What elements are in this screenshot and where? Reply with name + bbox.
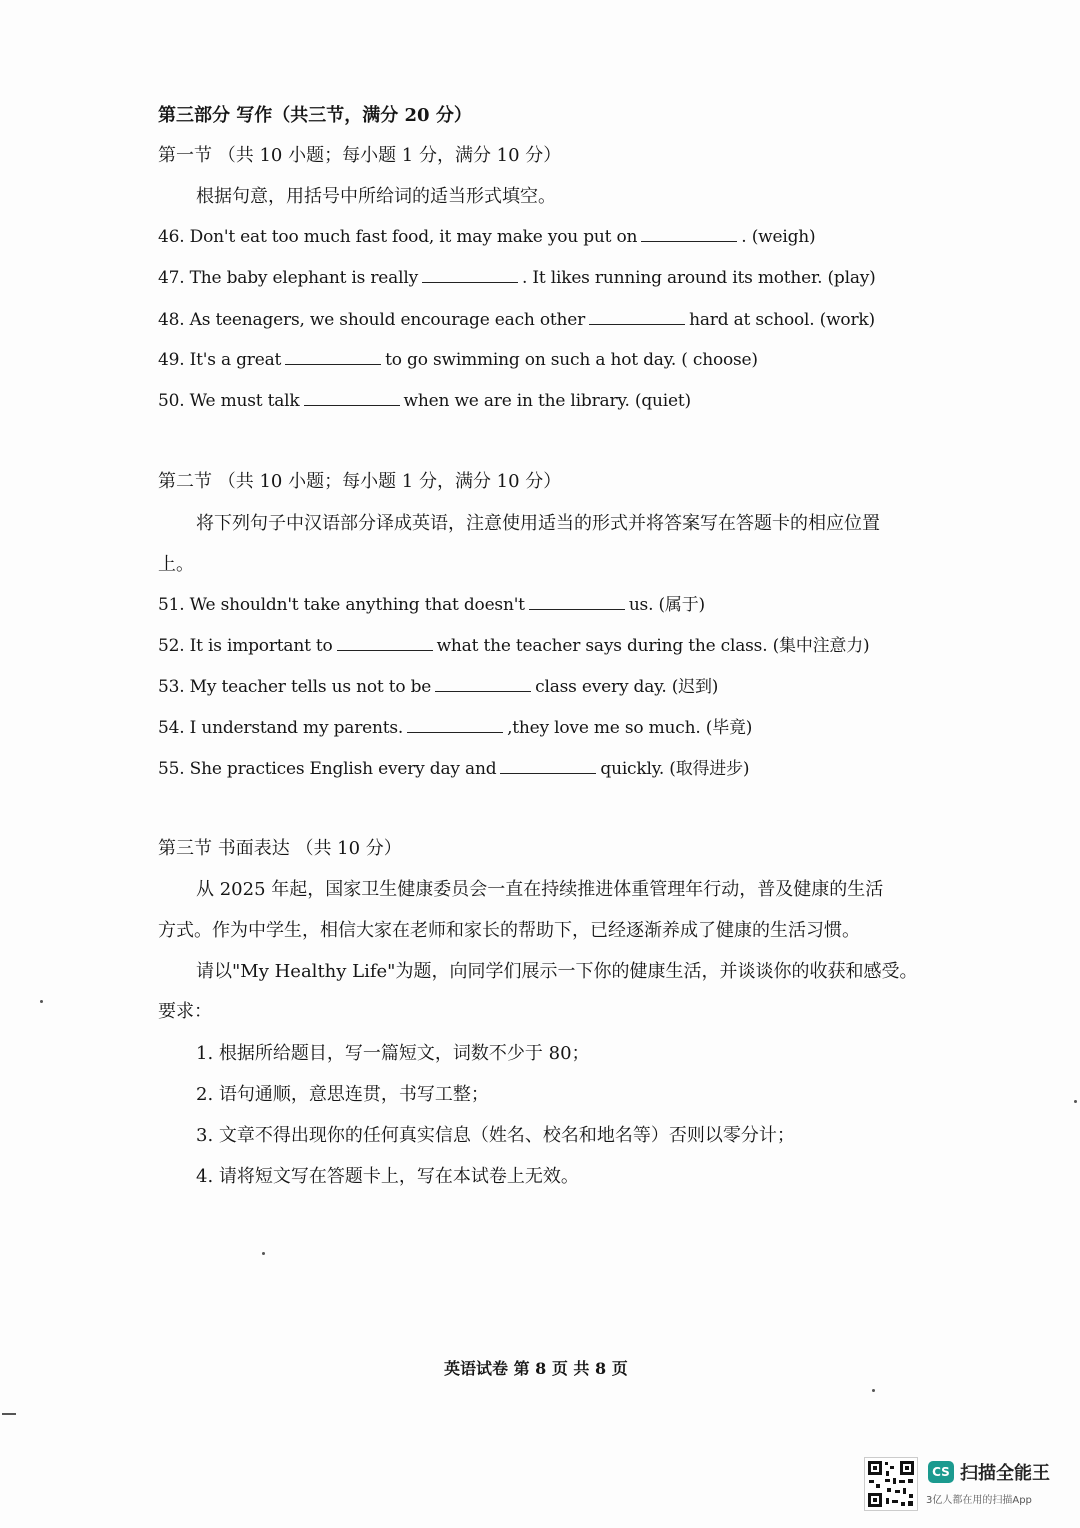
scanner-watermark: [864, 1457, 1060, 1511]
question-55: [158, 756, 749, 782]
section2-instruction: 将下列句子中汉语部分译成英语，注意使用适当的形式并将答案写在答题卡的相应位置: [196, 513, 880, 534]
question-text: 55. She practices English every day and: [158, 759, 497, 779]
question-text: 48. As teenagers, we should encourage each other: [158, 310, 586, 330]
answer-blank: [641, 225, 737, 242]
question-hint: ,they love me so much. (毕竟): [507, 718, 753, 738]
question-text: 46. Don't eat too much fast food, it may make you put on: [158, 227, 638, 247]
section3-title: 第三节 书面表达 （共 10 分）: [158, 838, 402, 859]
question-hint: . (weigh): [741, 227, 816, 247]
requirement-1: 1. 根据所给题目，写一篇短文，词数不少于 80；: [196, 1043, 590, 1064]
qr-code-icon: [864, 1457, 918, 1511]
section2-title: 第二节 （共 10 小题；每小题 1 分，满分 10 分）: [158, 471, 562, 492]
section3-prompt: 请以"My Healthy Life"为题，向同学们展示一下你的健康生活，并谈谈你的收获和感受。: [196, 961, 918, 982]
scan-speck: [1074, 1100, 1077, 1103]
section1-title: 第一节 （共 10 小题；每小题 1 分，满分 10 分）: [158, 145, 562, 166]
camscanner-name: 扫描全能王: [960, 1463, 1050, 1484]
requirement-4: 4. 请将短文写在答题卡上，写在本试卷上无效。: [196, 1166, 579, 1187]
answer-blank: [337, 634, 433, 651]
scan-speck: [872, 1389, 875, 1392]
question-text: 49. It's a great: [158, 350, 282, 370]
question-54: [158, 715, 752, 741]
question-hint: what the teacher says during the class. (集中注意力): [436, 636, 870, 656]
requirement-2: 2. 语句通顺，意思连贯，书写工整；: [196, 1084, 489, 1105]
question-hint: class every day. (迟到): [535, 677, 719, 697]
section2-instruction-cont: 上。: [158, 554, 194, 575]
question-text: 54. I understand my parents.: [158, 718, 404, 738]
question-hint: . It likes running around its mother. (play): [521, 268, 876, 288]
question-53: [158, 674, 718, 700]
scan-speck: [40, 1000, 43, 1003]
question-hint: quickly. (取得进步): [600, 759, 750, 779]
page-footer: 英语试卷 第 8 页 共 8 页: [444, 1359, 628, 1378]
part-title: 第三部分 写作（共三节，满分 20 分）: [158, 105, 472, 126]
answer-blank: [422, 266, 518, 283]
question-50: [158, 388, 691, 414]
section3-paragraph: 从 2025 年起，国家卫生健康委员会一直在持续推进体重管理年行动，普及健康的生活: [196, 879, 884, 900]
requirement-3: 3. 文章不得出现你的任何真实信息（姓名、校名和地名等）否则以零分计；: [196, 1125, 795, 1146]
question-text: 51. We shouldn't take anything that doesn't: [158, 595, 525, 615]
answer-blank: [435, 675, 531, 692]
scan-speck: [262, 1252, 265, 1255]
section1-instruction: 根据句意，用括号中所给词的适当形式填空。: [196, 186, 556, 207]
camscanner-tagline: 3亿人都在用的扫描App: [926, 1495, 1032, 1506]
question-text: 52. It is important to: [158, 636, 333, 656]
answer-blank: [529, 593, 625, 610]
camscanner-logo: CS: [928, 1461, 954, 1483]
question-text: 53. My teacher tells us not to be: [158, 677, 432, 697]
answer-blank: [304, 389, 400, 406]
answer-blank: [407, 716, 503, 733]
answer-blank: [589, 308, 685, 325]
section3-paragraph-cont: 方式。作为中学生，相信大家在老师和家长的帮助下，已经逐渐养成了健康的生活习惯。: [158, 920, 860, 941]
question-47: [158, 265, 876, 291]
answer-blank: [285, 348, 381, 365]
scan-speck: [2, 1413, 16, 1415]
question-hint: us. (属于): [628, 595, 705, 615]
question-hint: hard at school. (work): [689, 310, 875, 330]
question-52: [158, 633, 869, 659]
question-49: [158, 347, 758, 373]
question-text: 50. We must talk: [158, 391, 300, 411]
question-51: [158, 592, 705, 618]
answer-blank: [500, 757, 596, 774]
question-hint: to go swimming on such a hot day. ( choose): [385, 350, 758, 370]
question-hint: when we are in the library. (quiet): [403, 391, 691, 411]
question-text: 47. The baby elephant is really: [158, 268, 418, 288]
question-48: [158, 307, 875, 333]
question-46: [158, 224, 815, 250]
requirements-label: 要求：: [158, 1001, 212, 1022]
